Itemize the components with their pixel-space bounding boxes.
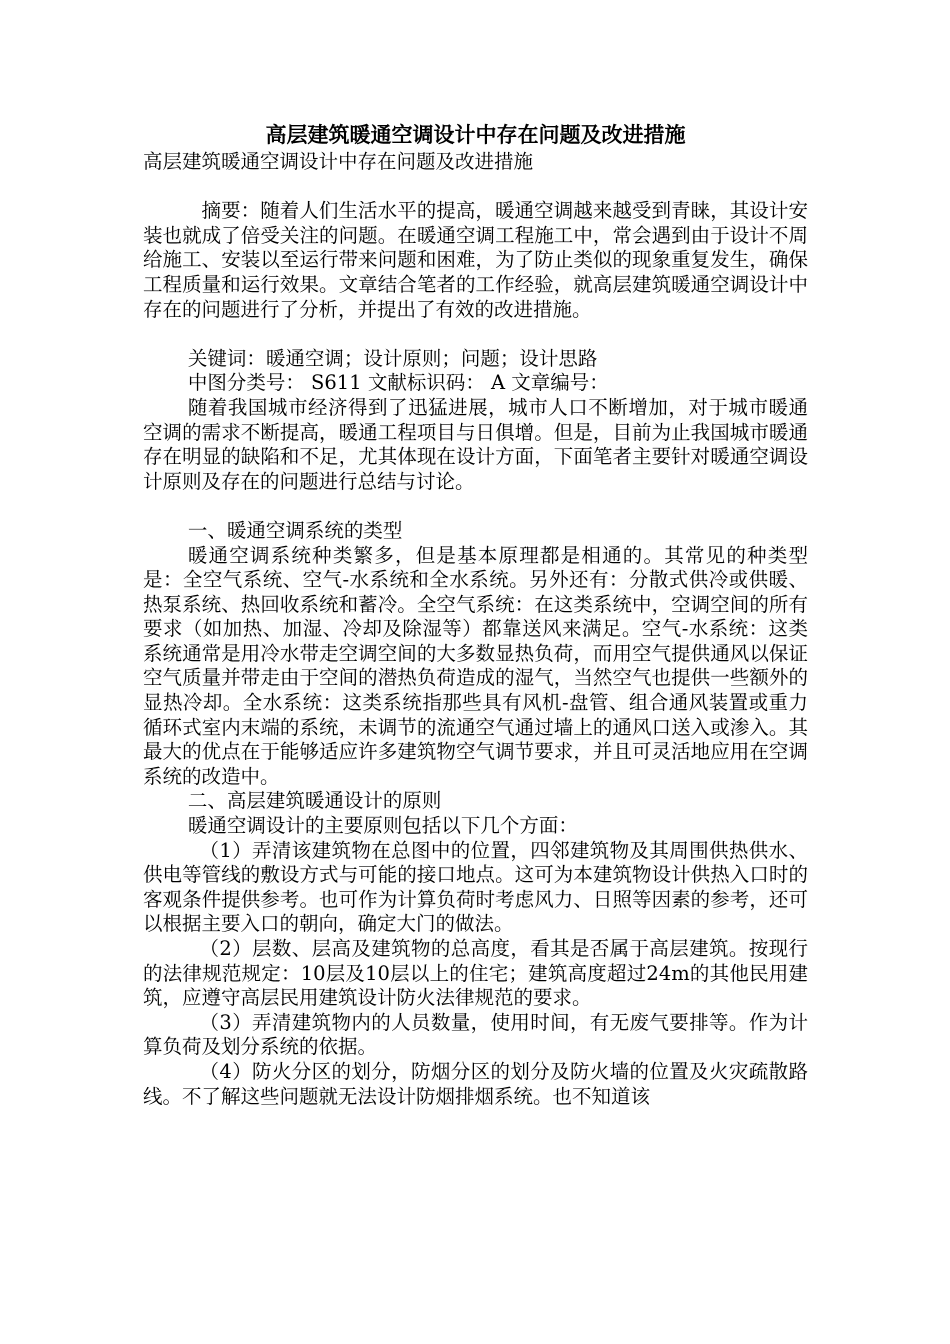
blank-line (143, 494, 808, 519)
principle-item-1: （1）弄清该建筑物在总图中的位置，四邻建筑物及其周围供热供水、供电等管线的敷设方式与可能的接口地点。这可为本建筑物设计供热入口时的客观条件提供参考。也可作为计算负荷时考虑风力、日照等因素的参考，还可以根据主要入口的朝向，确定大门的做法。 (143, 838, 808, 936)
document-page (143, 120, 808, 1109)
section2-heading: 二、高层建筑暖通设计的原则 (187, 789, 442, 813)
principle-item-2: （2）层数、层高及建筑物的总高度，看其是否属于高层建筑。按现行的法律规范规定：10层及10层以上的住宅；建筑高度超过24m的其他民用建筑，应遵守高层民用建筑设计防火法律规范的要求。 (143, 937, 808, 1010)
section1-paragraph: 暖通空调系统种类繁多，但是基本原理都是相通的。其常见的种类型是：全空气系统、空气-水系统和全水系统。另外还有：分散式供冷或供暖、热泵系统、热回收系统和蓄冷。全空气系统：在这类系统中，空调空间的所有要求（如加热、加湿、冷却及除湿等）都靠送风来满足。空气-水系统：这类系统通常是用冷水带走空调空间的大多数显热负荷，而用空气提供通风以保证空气质量并带走由于空间的潜热负荷造成的湿气，当然空气也提供一些额外的显热冷却。全水系统：这类系统指那些具有风机-盘管、组合通风装置或重力循环式室内末端的系统，未调节的流通空气通过墙上的通风口送入或渗入。其最大的优点在于能够适应许多建筑物空气调节要求，并且可灵活地应用在空调系统的改造中。 (143, 543, 808, 788)
intro-paragraph: 随着我国城市经济得到了迅猛进展，城市人口不断增加，对于城市暖通空调的需求不断提高，暖通工程项目与日俱增。但是，目前为止我国城市暖通存在明显的缺陷和不足，尤其体现在设计方面，下面笔者主要针对暖通空调设计原则及存在的问题进行总结与讨论。 (143, 395, 808, 493)
section1-heading: 一、暖通空调系统的类型 (187, 518, 403, 542)
blank-line (143, 322, 808, 347)
keywords-line: 关键词：暖通空调；设计原则；问题；设计思路 (187, 346, 598, 370)
classification-line: 中图分类号： S611 文献标识码： A 文章编号： (187, 371, 609, 395)
section2-intro: 暖通空调设计的主要原则包括以下几个方面： (187, 814, 578, 838)
abstract-paragraph: 摘要：随着人们生活水平的提高，暖通空调越来越受到青睐，其设计安装也就成了倍受关注的问题。在暖通空调工程施工中，常会遇到由于设计不周给施工、安装以至运行带来问题和困难，为了防止类似的现象重复发生，确保工程质量和运行效果。文章结合笔者的工作经验，就高层建筑暖通空调设计中存在的问题进行了分析，并提出了有效的改进措施。 (143, 199, 808, 321)
document-title: 高层建筑暖通空调设计中存在问题及改进措施 (265, 122, 686, 147)
document-subtitle: 高层建筑暖通空调设计中存在问题及改进措施 (143, 150, 534, 173)
principle-item-4: （4）防火分区的划分，防烟分区的划分及防火墙的位置及火灾疏散路线。不了解这些问题就无法设计防烟排烟系统。也不知道该 (143, 1059, 808, 1108)
blank-line (143, 175, 808, 200)
principle-item-3: （3）弄清建筑物内的人员数量，使用时间，有无废气要排等。作为计算负荷及划分系统的依据。 (143, 1010, 808, 1059)
